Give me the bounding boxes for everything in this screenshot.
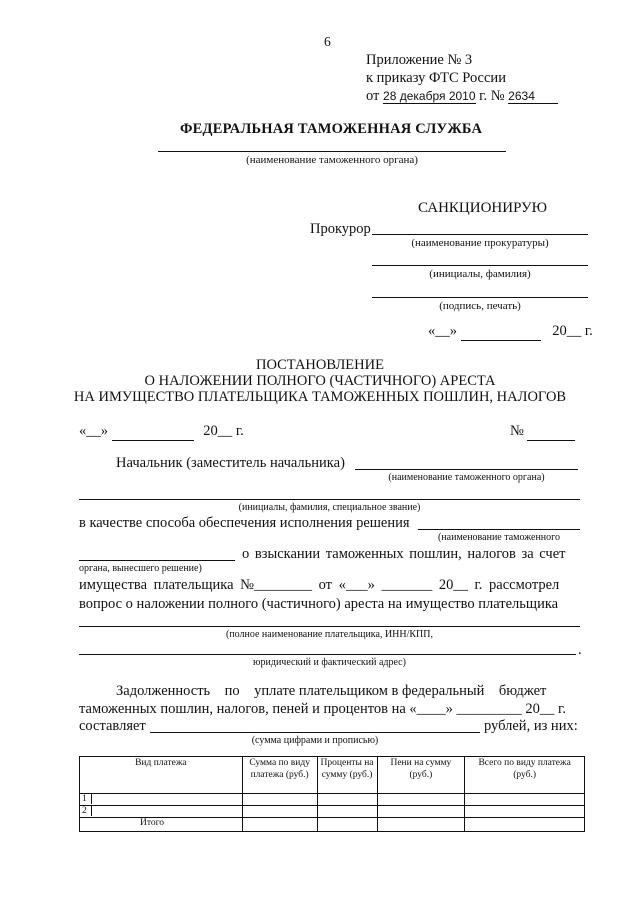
collection-text: о взыскании таможенных пошлин, налогов за счет — [242, 546, 566, 562]
header-total: Всего по виду платежа (руб.) — [465, 757, 585, 794]
row-index: 1 — [80, 794, 92, 804]
header-payment-type: Вид платежа — [80, 757, 243, 794]
sanction-date-day: «__» — [428, 323, 457, 339]
signature-caption: (подпись, печать) — [439, 300, 521, 312]
decree-date-year: 20__ г. — [203, 423, 244, 439]
prosecutor-caption: (наименование прокуратуры) — [411, 237, 549, 249]
table-header-row — [80, 757, 585, 794]
header-sum: Сумма по виду платежа (руб.) — [242, 757, 317, 794]
sanction-date-month — [461, 323, 541, 341]
decree-date — [79, 423, 244, 441]
decree-number-field — [527, 423, 575, 441]
property-text: имущества плательщика №________ от «___» _______ 20__ г. рассмотрел — [79, 577, 560, 593]
header-penalty: Пени на сумму (руб.) — [377, 757, 465, 794]
sum-line — [150, 732, 480, 733]
heading-line2: О НАЛОЖЕНИИ ПОЛНОГО (ЧАСТИЧНОГО) АРЕСТА — [144, 373, 496, 389]
decree-number-sign: № — [510, 423, 524, 439]
appendix-line2: к приказу ФТС России — [366, 70, 506, 86]
agency-line — [158, 151, 506, 152]
appendix-line1: Приложение № 3 — [366, 52, 473, 68]
sanction-date-year: 20__ г. — [552, 323, 593, 339]
debt-line2: таможенных пошлин, налогов, пеней и процентов на «____» _________ 20__ г. — [79, 701, 566, 717]
means-label: в качестве способа обеспечения исполнения решения — [79, 515, 410, 531]
chief-line — [355, 469, 578, 470]
page-number: 6 — [324, 34, 331, 49]
agency-caption: (наименование таможенного органа) — [246, 154, 418, 166]
chief-label: Начальник (заместитель начальника) — [116, 455, 345, 471]
debt-line1: Задолженность по уплате плательщиком в федеральный бюджет — [116, 683, 547, 699]
means-caption-a: (наименование таможенного — [437, 532, 561, 543]
appendix-year-suffix: г. № — [479, 88, 505, 104]
initials-line — [372, 265, 588, 266]
heading-line3: НА ИМУЩЕСТВО ПЛАТЕЛЬЩИКА ТАМОЖЕННЫХ ПОШЛИН, НАЛОГОВ — [73, 389, 567, 405]
means-line — [418, 529, 580, 530]
address-period: . — [578, 642, 582, 658]
payer-line — [79, 626, 580, 627]
means-caption-b: органа, вынесшего решение) — [79, 563, 202, 574]
payments-table — [79, 756, 585, 832]
signature-line — [372, 297, 588, 298]
decree-date-month — [112, 423, 194, 441]
question-text: вопрос о наложении полного (частичного) ареста на имущество плательщика — [79, 596, 559, 612]
heading-line1: ПОСТАНОВЛЕНИЕ — [256, 357, 384, 373]
sanction-date — [428, 323, 593, 341]
chief-caption: (наименование таможенного органа) — [388, 472, 545, 483]
row-index: 2 — [80, 806, 92, 816]
initials-rank-caption: (инициалы, фамилия, специальное звание) — [238, 502, 421, 513]
prosecutor-label: Прокурор — [310, 221, 371, 237]
initials-caption: (инициалы, фамилия) — [429, 268, 531, 280]
address-line — [79, 654, 576, 655]
appendix-date-line — [366, 88, 558, 105]
sanction-approve: САНКЦИОНИРУЮ — [418, 200, 548, 216]
initials-rank-line — [79, 499, 580, 500]
appendix-prefix: от — [366, 88, 380, 104]
address-caption: юридический и фактический адрес) — [253, 657, 406, 668]
debt-line3-a: составляет — [79, 718, 146, 734]
decree-number — [510, 423, 575, 441]
debt-line3-b: рублей, из них: — [484, 718, 578, 734]
table-row — [80, 806, 585, 818]
appendix-date-handwritten: 28 декабря 2010 — [383, 89, 476, 103]
means-line-2 — [79, 560, 235, 561]
payer-caption: (полное наименование плательщика, ИНН/КПП, — [225, 629, 434, 640]
total-label: Итого — [80, 818, 243, 832]
decree-date-day: «__» — [79, 423, 108, 439]
sum-caption: (сумма цифрами и прописью) — [251, 735, 379, 746]
table-total-row — [80, 818, 585, 832]
prosecutor-line — [372, 234, 588, 235]
appendix-number-handwritten: 2634 — [508, 89, 558, 104]
header-percent: Проценты на сумму (руб.) — [317, 757, 377, 794]
table-row — [80, 794, 585, 806]
agency-title: ФЕДЕРАЛЬНАЯ ТАМОЖЕННАЯ СЛУЖБА — [180, 121, 483, 137]
